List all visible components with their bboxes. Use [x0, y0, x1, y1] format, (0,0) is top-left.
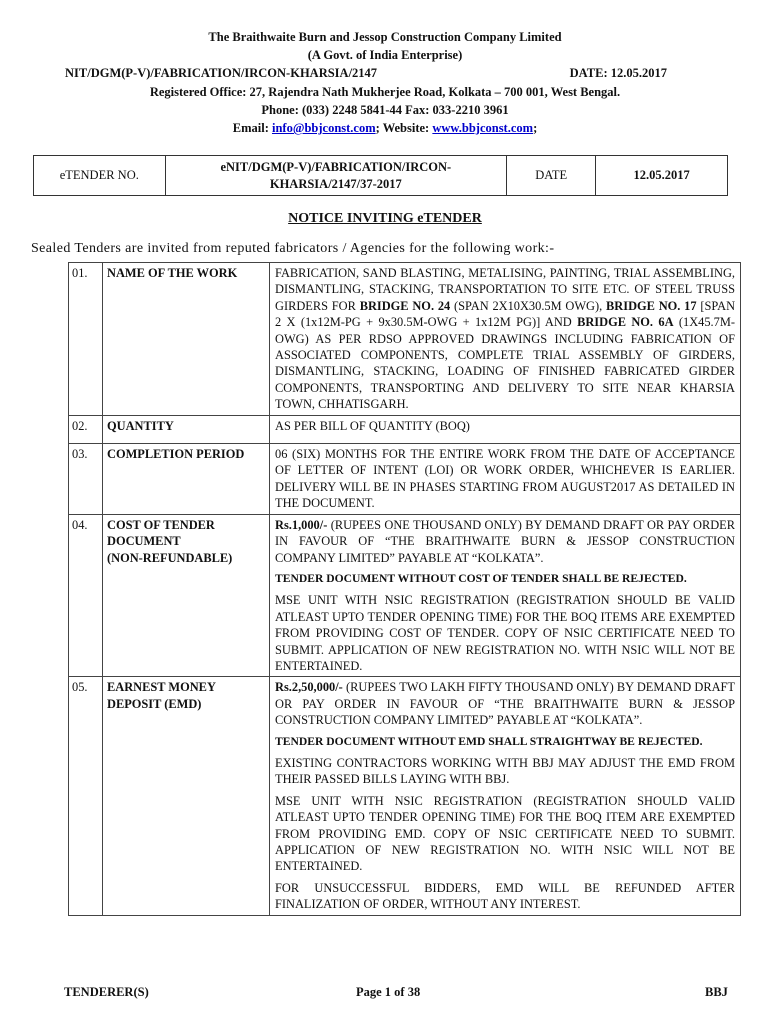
bridge-6a: BRIDGE NO. 6A: [577, 315, 674, 330]
email-link[interactable]: info@bbjconst.com: [271, 121, 376, 136]
etender-date-label: DATE: [507, 156, 596, 196]
label-line: DEPOSIT (EMD): [107, 696, 202, 711]
row-description: [270, 514, 741, 677]
registered-office: Registered Office: 27, Rajendra Nath Mukherjee Road, Kolkata – 700 001, West Bengal.: [149, 84, 621, 99]
row-label: [103, 677, 270, 915]
row-description: [270, 263, 741, 416]
row-serial: 01.: [69, 263, 103, 416]
row-label: NAME OF THE WORK: [103, 263, 270, 416]
text-run: FABRICATION, SAND BLASTING, METALISING, PAINTING, TRIAL ASSEMBLING, DISMANTLING, STACKING, TRANSPORTATION TO SITE ETC. OF STEEL TRUSS GIRDERS FOR: [275, 266, 735, 313]
row-label: QUANTITY: [103, 415, 270, 443]
etender-table: [33, 155, 728, 196]
nit-row: [0, 64, 770, 82]
work-description: [275, 265, 735, 413]
text-run: (SPAN 2X10X30.5M OWG),: [450, 298, 607, 313]
etender-number-line2: KHARSIA/2147/37-2017: [269, 176, 402, 191]
contact-line: [0, 119, 770, 137]
footer-bbj: BBJ: [705, 985, 728, 999]
emd-refund-text: FOR UNSUCCESSFUL BIDDERS, EMD WILL BE REFUNDED AFTER FINALIZATION OF ORDER, WITHOUT ANY INTEREST.: [275, 880, 735, 912]
footer-page-number: Page 1 of 38: [356, 985, 421, 999]
label-line: EARNEST MONEY: [107, 680, 216, 695]
text-run: (RUPEES ONE THOUSAND ONLY) BY DEMAND DRAFT OR PAY ORDER IN FAVOUR OF “THE BRAITHWAITE BURN & JESSOP CONSTRUCTION COMPANY LIMITED” PAYABLE AT “KOLKATA”.: [275, 517, 735, 565]
footer-tenderer: TENDERER(S): [64, 985, 149, 999]
row-label: [103, 514, 270, 677]
company-name: The Braithwaite Burn and Jessop Construction Company Limited: [208, 30, 562, 44]
completion-text: 06 (SIX) MONTHS FOR THE ENTIRE WORK FROM THE DATE OF ACCEPTANCE OF LETTER OF INTENT (LOI) OR WORK ORDER, WHICHEVER IS EARLIER. DELIVERY WILL BE IN PHASES STARTING FROM AUGUST2017 AS DETAILED IN THE DOCUMENT.: [275, 447, 735, 511]
etender-label: eTENDER NO.: [34, 156, 166, 196]
label-line: DOCUMENT: [107, 534, 181, 549]
notice-title: NOTICE INVITING eTENDER: [288, 211, 482, 226]
company-subtitle: (A Govt. of India Enterprise): [307, 48, 463, 63]
text-run: (1X45.7M-OWG) AS PER RDSO APPROVED DRAWINGS INCLUDING FABRICATION OF ASSOCIATED COMPONENTS, COMPLETE TRIAL ASSEMBLY OF GIRDERS, DISMANTLING, STACKING, LOADING OF FINISHED FABRICATED GIRDER COMPONENTS, TRANSPORTING AND DELIVERY TO SITE NEAR KHARSIA TOWN, CHHATISGARH.: [275, 315, 735, 412]
tender-cost-warning: TENDER DOCUMENT WITHOUT COST OF TENDER SHALL BE REJECTED.: [275, 571, 687, 585]
website-label: ; Website:: [375, 121, 430, 136]
quantity-text: AS PER BILL OF QUANTITY (BOQ): [275, 418, 470, 433]
bridge-24: BRIDGE NO. 24: [359, 298, 451, 313]
row-serial: 03.: [69, 444, 103, 515]
table-row: [69, 514, 741, 677]
emd-amount-text: [275, 679, 735, 728]
label-line: COST OF TENDER: [107, 517, 215, 532]
emd-nsic-text: MSE UNIT WITH NSIC REGISTRATION (REGISTRATION SHOULD VALID ATLEAST UPTO TENDER OPENING TIME) FOR THE BOQ ITEM ARE EXEMPTED FROM PROVIDING EMD. COPY OF NSIC CERTIFICATE NEED TO SUBMIT. APPLICATION OF NEW REGISTRATION NO. WITH NSIC WILL NOT BE ENTERTAINED.: [275, 793, 735, 874]
nit-date: DATE: 12.05.2017: [569, 66, 667, 81]
emd-adjust-text: EXISTING CONTRACTORS WORKING WITH BBJ MAY ADJUST THE EMD FROM THEIR PASSED BILLS LAYING WITH BBJ.: [275, 755, 735, 787]
tender-cost-text: [275, 517, 735, 566]
intro-text: Sealed Tenders are invited from reputed fabricators / Agencies for the following work:-: [31, 241, 555, 256]
website-link[interactable]: www.bbjconst.com: [432, 121, 534, 136]
etender-date-value: 12.05.2017: [596, 156, 728, 196]
email-label: Email:: [232, 121, 269, 136]
etender-number: [165, 156, 507, 196]
tender-cost-amount: Rs.1,000/-: [275, 517, 328, 532]
bridge-17: BRIDGE NO. 17: [606, 298, 697, 313]
emd-amount: Rs.2,50,000/-: [275, 680, 343, 695]
nit-number: NIT/DGM(P-V)/FABRICATION/IRCON-KHARSIA/2147: [65, 66, 378, 81]
row-description: [270, 415, 741, 443]
document-header: [0, 28, 770, 137]
website-suffix: ;: [533, 121, 538, 136]
row-serial: 05.: [69, 677, 103, 915]
text-run: [SPAN 2 X (1x12M-PG + 9x30.5M-OWG + 1x12M PG)] AND: [275, 298, 736, 330]
etender-number-line1: eNIT/DGM(P-V)/FABRICATION/IRCON-: [220, 159, 452, 174]
emd-warning: TENDER DOCUMENT WITHOUT EMD SHALL STRAIGHTWAY BE REJECTED.: [275, 734, 703, 748]
table-row: [69, 415, 741, 443]
table-row: [69, 677, 741, 915]
work-details-table: [68, 262, 741, 916]
row-serial: 04.: [69, 514, 103, 677]
row-description: [270, 677, 741, 915]
table-row: [69, 444, 741, 515]
table-row: [69, 263, 741, 416]
label-line: (NON-REFUNDABLE): [107, 550, 233, 565]
text-run: (RUPEES TWO LAKH FIFTY THOUSAND ONLY) BY DEMAND DRAFT OR PAY ORDER IN FAVOUR OF “THE BRAITHWAITE BURN & JESSOP CONSTRUCTION COMPANY LIMITED” PAYABLE AT “KOLKATA”.: [275, 680, 735, 728]
nsic-exemption-text: MSE UNIT WITH NSIC REGISTRATION (REGISTRATION SHOULD BE VALID ATLEAST UPTO TENDER OPENING TIME) FOR THE BOQ ITEMS ARE EXEMPTED FROM PROVIDING COST OF TENDER. COPY OF NSIC CERTIFICATE NEED TO SUBMIT. APPLICATION OF NEW REGISTRATION NO. WITH NSIC WILL NOT BE ENTERTAINED.: [275, 593, 735, 673]
row-description: [270, 444, 741, 515]
row-serial: 02.: [69, 415, 103, 443]
row-label: COMPLETION PERIOD: [103, 444, 270, 515]
phone-fax: Phone: (033) 2248 5841-44 Fax: 033-2210 3961: [261, 102, 509, 117]
